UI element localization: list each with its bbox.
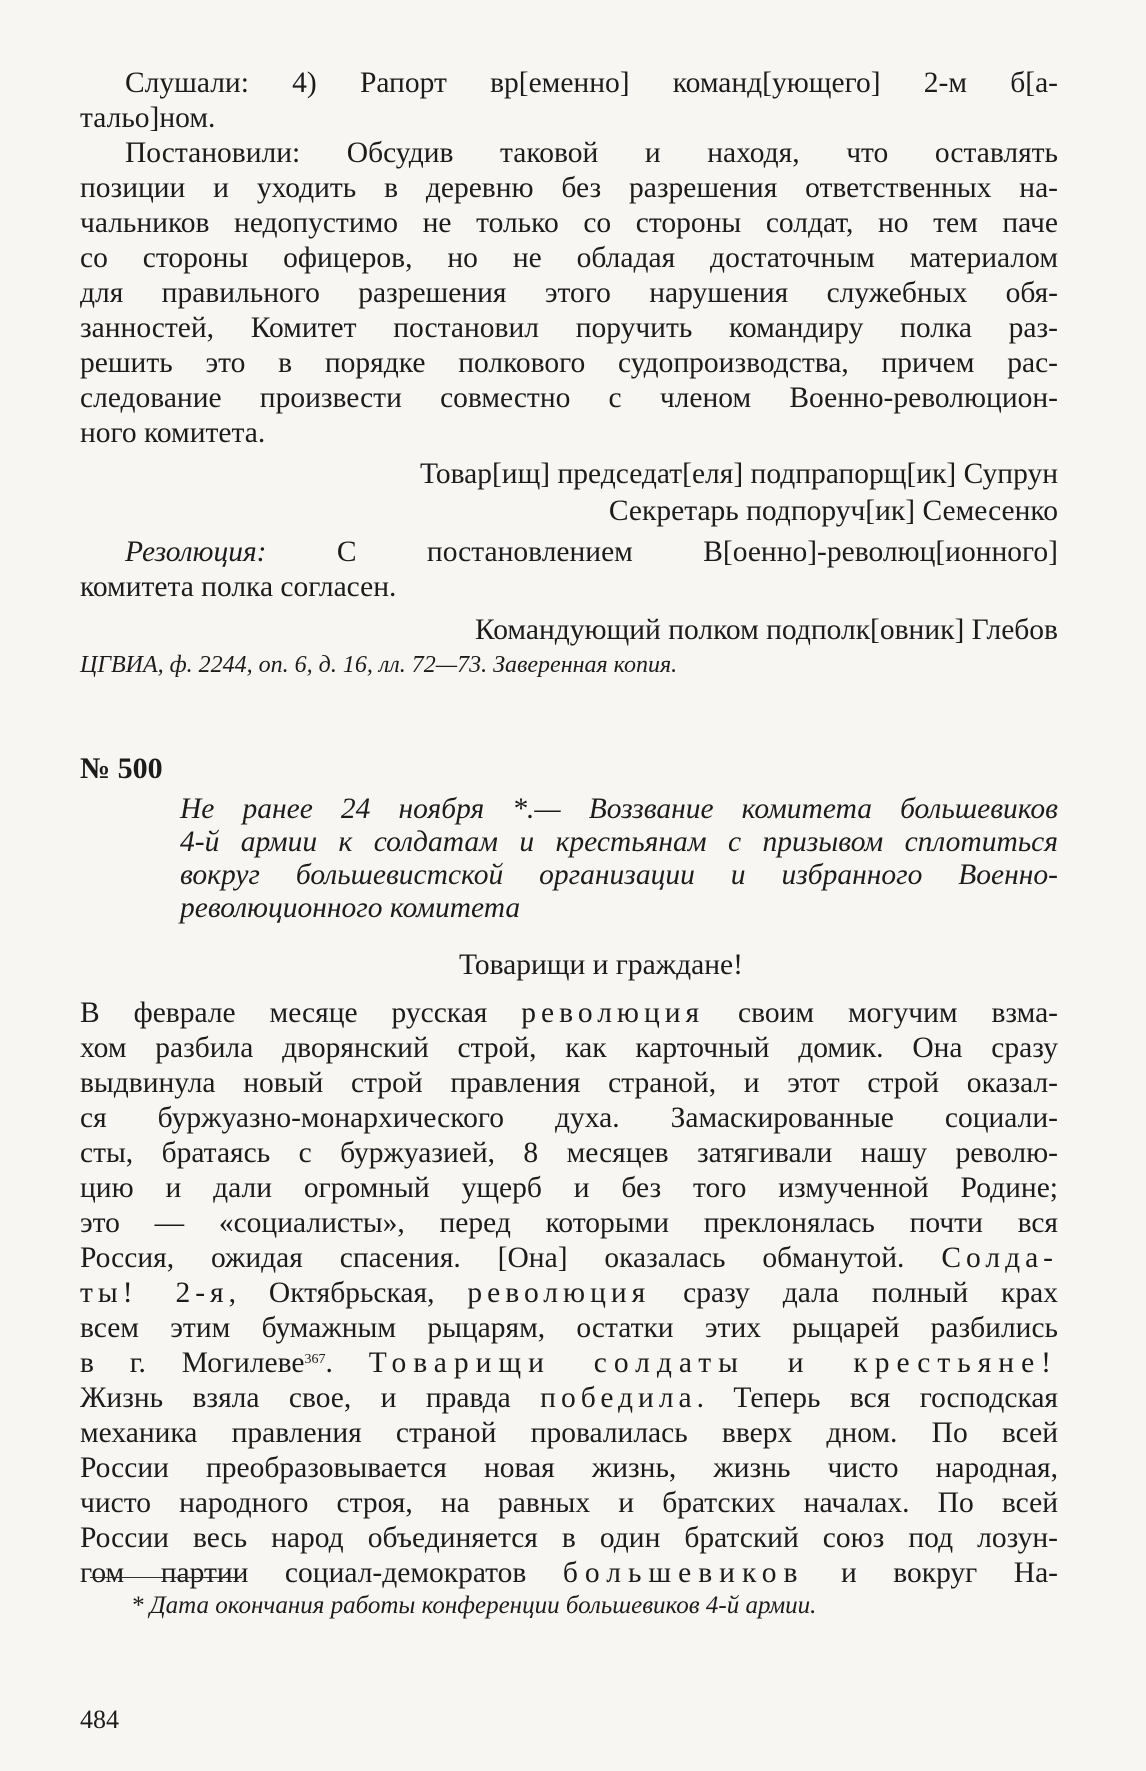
text-line: следование произвести совместно с членом Военно-революцион-: [80, 382, 1058, 414]
resolution-text: С постановлением В[оенно]-революц[ионного]: [266, 536, 1058, 568]
text-line: России весь народ объединяется в один братский союз под лозун-: [80, 1522, 1058, 1554]
spaced-text: революция: [467, 1277, 651, 1309]
text-line: для правильного разрешения этого нарушения служебных обя-: [80, 277, 1058, 309]
text-line: чальников недопустимо не только со стороны солдат, но тем паче: [80, 207, 1058, 239]
text-line: сты, братаясь с буржуазией, 8 месяцев затягивали нашу револю-: [80, 1137, 1058, 1169]
desc-line: революционного комитета: [180, 892, 521, 924]
resolution-line: [80, 535, 1058, 570]
text-fragment: В феврале месяце русская: [80, 997, 522, 1029]
desc-line: 4-й армии к солдатам и крестьянам с призывом сплотиться: [180, 826, 1058, 858]
text-line: [80, 1276, 1058, 1311]
desc-line: вокруг большевистской организации и избранного Военно-: [180, 859, 1058, 891]
spaced-text: большевиков: [562, 1557, 805, 1589]
footnote: * Дата окончания работы конференции большевиков 4-й армии.: [131, 1592, 817, 1619]
text-fragment: Россия, ожидая спасения. [Она] оказалась обманутой.: [80, 1242, 942, 1274]
text-fragment: .: [325, 1347, 369, 1379]
protocol-section: [80, 66, 1058, 648]
signature-commander: Командующий полком подполк[овник] Глебов: [475, 614, 1058, 646]
archive-source: ЦГВИА, ф. 2244, оп. 6, д. 16, лл. 72—73. Заверенная копия.: [80, 652, 678, 678]
text-fragment: Жизнь взяла свое, и правда: [80, 1382, 541, 1414]
spaced-text: ты!: [80, 1277, 138, 1309]
text-fragment: . Теперь вся господская: [696, 1382, 1058, 1414]
text-line: хом разбила дворянский строй, как карточный домик. Она сразу: [80, 1032, 1058, 1064]
text-line: комитета полка согласен.: [80, 571, 397, 603]
document-number: № 500: [80, 752, 163, 785]
signature-secretary: Секретарь подпоруч[ик] Семесенко: [608, 495, 1058, 527]
document-description: [180, 793, 1058, 925]
spaced-text: Товарищи солдаты и крестьяне!: [368, 1347, 1058, 1379]
text-line: это — «социалисты», перед которыми преклонялась почти вся: [80, 1207, 1058, 1239]
text-line: [80, 1241, 1058, 1276]
text-line: выдвинула новый строй правления страной, и этот строй оказал-: [80, 1067, 1058, 1099]
appeal-body: [80, 996, 1058, 1591]
text-line: [80, 1381, 1058, 1416]
text-line: ся буржуазно-монархического духа. Замаскированные социали-: [80, 1102, 1058, 1134]
text-line: [80, 1556, 1058, 1591]
text-fragment: сразу дала полный крах: [650, 1277, 1058, 1309]
text-line: цию и дали огромный ущерб и без того измученной Родине;: [80, 1172, 1058, 1204]
text-line: [80, 996, 1058, 1031]
heard-line: Слушали: 4) Рапорт вр[еменно] команд[ующего] 2-м б[а-: [125, 67, 1058, 99]
spaced-text: Солда-: [941, 1242, 1058, 1274]
text-line: чисто народного строя, на равных и братских началах. По всей: [80, 1487, 1058, 1519]
text-line: занностей, Комитет постановил поручить командиру полка раз-: [80, 312, 1058, 344]
resolution-label: Резолюция:: [125, 536, 267, 568]
text-fragment: своим могучим взма-: [704, 997, 1058, 1029]
text-line: всем этим бумажным рыцарям, остатки этих рыцарей разбились: [80, 1312, 1058, 1344]
footnote-divider: [90, 1577, 242, 1578]
text-line: [80, 66, 1058, 101]
text-line: тальо]ном.: [80, 102, 216, 134]
desc-line: Не ранее 24 ноября *.— Воззвание комитета большевиков: [180, 793, 1058, 825]
signature-deputy-chair: Товар[ищ] председат[еля] подпрапорщ[ик] Супрун: [420, 458, 1058, 490]
spaced-text: 2-я: [137, 1277, 229, 1309]
spaced-text: революция: [521, 997, 705, 1029]
text-line: ного комитета.: [80, 417, 266, 449]
text-line: [80, 1346, 1058, 1381]
text-line: позиции и уходить в деревню без разрешения ответственных на-: [80, 172, 1058, 204]
text-line: решить это в порядке полкового судопроизводства, причем рас-: [80, 347, 1058, 379]
text-fragment: гом партии социал-демократов: [80, 1557, 563, 1589]
text-line: Постановили: Обсудив таковой и находя, что оставлять: [125, 137, 1058, 169]
page-number: 484: [80, 1705, 119, 1734]
text-fragment: и вокруг На-: [804, 1557, 1059, 1589]
text-line: со стороны офицеров, но не обладая достаточным материалом: [80, 242, 1058, 274]
text-fragment: , Октябрьская,: [228, 1277, 468, 1309]
text-line: механика правления страной провалилась вверх дном. По всей: [80, 1417, 1058, 1449]
text-fragment: в г. Могилеве: [80, 1347, 305, 1379]
text-line: России преобразовывается новая жизнь, жизнь чисто народная,: [80, 1452, 1058, 1484]
note-reference: 367: [304, 1352, 326, 1367]
greeting: Товарищи и граждане!: [459, 949, 743, 981]
spaced-text: победила: [540, 1382, 697, 1414]
